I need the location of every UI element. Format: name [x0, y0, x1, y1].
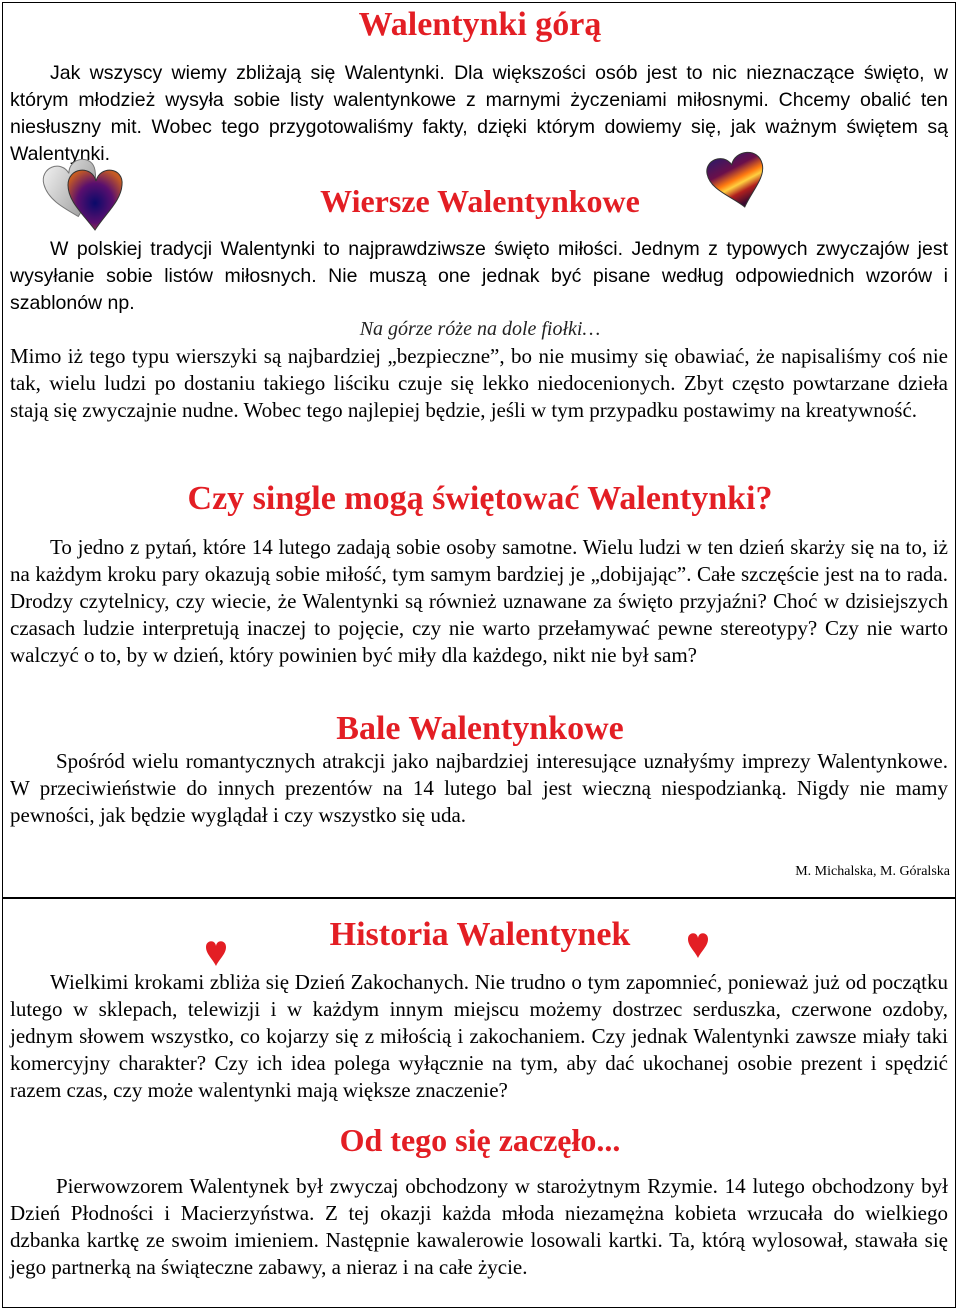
- history-paragraph: Wielkimi krokami zbliża się Dzień Zakochanych. Nie trudno o tym zapomnieć, ponieważ już od początku lutego w sklepach, telewizji i w każdym innym miejscu możemy dostrzec serduszka, czerwone ozdoby, jednym słowem wszystko, co kojarzy się z miłością i zakochaniem. Czy jednak Walentynki zawsze miały taki komercyjny charakter? Czy ich idea polega wyłącznie na tym, aby dać ukochanej osobie prezent i spędzić razem czas, czy może walentynki mają większe znaczenie?: [10, 970, 948, 1102]
- title-od-tego-sie-zaczelo: Od tego się zaczęło...: [339, 1122, 621, 1158]
- poem-line: Na górze róże na dole fiołki…: [359, 318, 601, 340]
- singles-paragraph: To jedno z pytań, które 14 lutego zadają sobie osoby samotne. Wielu ludzi w ten dzień skarży się na to, iż na każdym kroku pary okazują sobie miłość, tym samym bardziej je „dobijając”. Całe szczęście jest na to rada. Drodzy czytelnicy, czy wiecie, że Walentynki są również uznawane za święto przyjaźni? Choć w dzisiejszych czasach ludzie interpretują inaczej to pojęcie, czy nie warto przełamywać pewne stereotypy? Czy nie warto walczyć o to, by w dzień, który powinien być miły dla każdego, nikt nie był sam?: [10, 535, 948, 667]
- title-wiersze-walentynkowe: Wiersze Walentynkowe: [320, 183, 640, 219]
- poems-paragraph-2: Mimo iż tego typu wierszyki są najbardziej „bezpieczne”, bo nie musimy się obawiać, że napisaliśmy coś nie tak, wielu ludzi po dostaniu takiego liściku czuje się lekko niedocenionych. Zbyt często powtarzane dzieła stają się zwyczajnie nudne. Wobec tego najlepiej będzie, jeśli w tym przypadku postawimy na kreatywność.: [10, 344, 948, 422]
- title-bale-walentynkowe: Bale Walentynkowe: [336, 710, 624, 747]
- title-walentynki-gora: Walentynki górą: [358, 6, 602, 43]
- poems-paragraph-1: W polskiej tradycji Walentynki to najprawdziwsze święto miłości. Jednym z typowych zwyczajów jest wysyłanie sobie listów miłosnych. Nie muszą one jednak być pisane według odpowiednich wzorów i szablonów np.: [10, 238, 948, 314]
- balls-paragraph: Spośród wielu romantycznych atrakcji jako najbardziej interesujące uznałyśmy imprezy Walentynkowe. W przeciwieństwie do innych prezentów na 14 lutego bal jest wieczną niespodzianką. Nigdy nie mamy pewności, jak będzie wyglądał i czy wszystko się uda.: [10, 749, 948, 827]
- intro-paragraph: Jak wszyscy wiemy zbliżają się Walentynki. Dla większości osób jest to nic nieznaczące święto, w którym młodzież wysyła sobie listy walentynkowe z marnymi życzeniami miłosnymi. Chcemy obalić ten niesłuszny mit. Wobec tego przygotowaliśmy fakty, dzięki którym dowiemy się, jak ważnym świętem są Walentynki.: [10, 62, 948, 165]
- signature: M. Michalska, M. Góralska: [795, 864, 950, 879]
- title-czy-single: Czy single mogą świętować Walentynki?: [187, 480, 773, 517]
- title-historia-walentynek: Historia Walentynek: [329, 916, 631, 953]
- origin-paragraph: Pierwowzorem Walentynek był zwyczaj obchodzony w starożytnym Rzymie. 14 lutego obchodzony był Dzień Płodności i Macierzyństwa. Z tej okazji każda młoda niezamężna kobieta wrzucała do wielkiego dzbanka kartkę ze swoim imieniem. Następnie kawalerowie losowali kartki. Ta, którą wylosował, stawała się jego partnerką na świąteczne zabawy, a nieraz i na całe życie.: [10, 1174, 948, 1279]
